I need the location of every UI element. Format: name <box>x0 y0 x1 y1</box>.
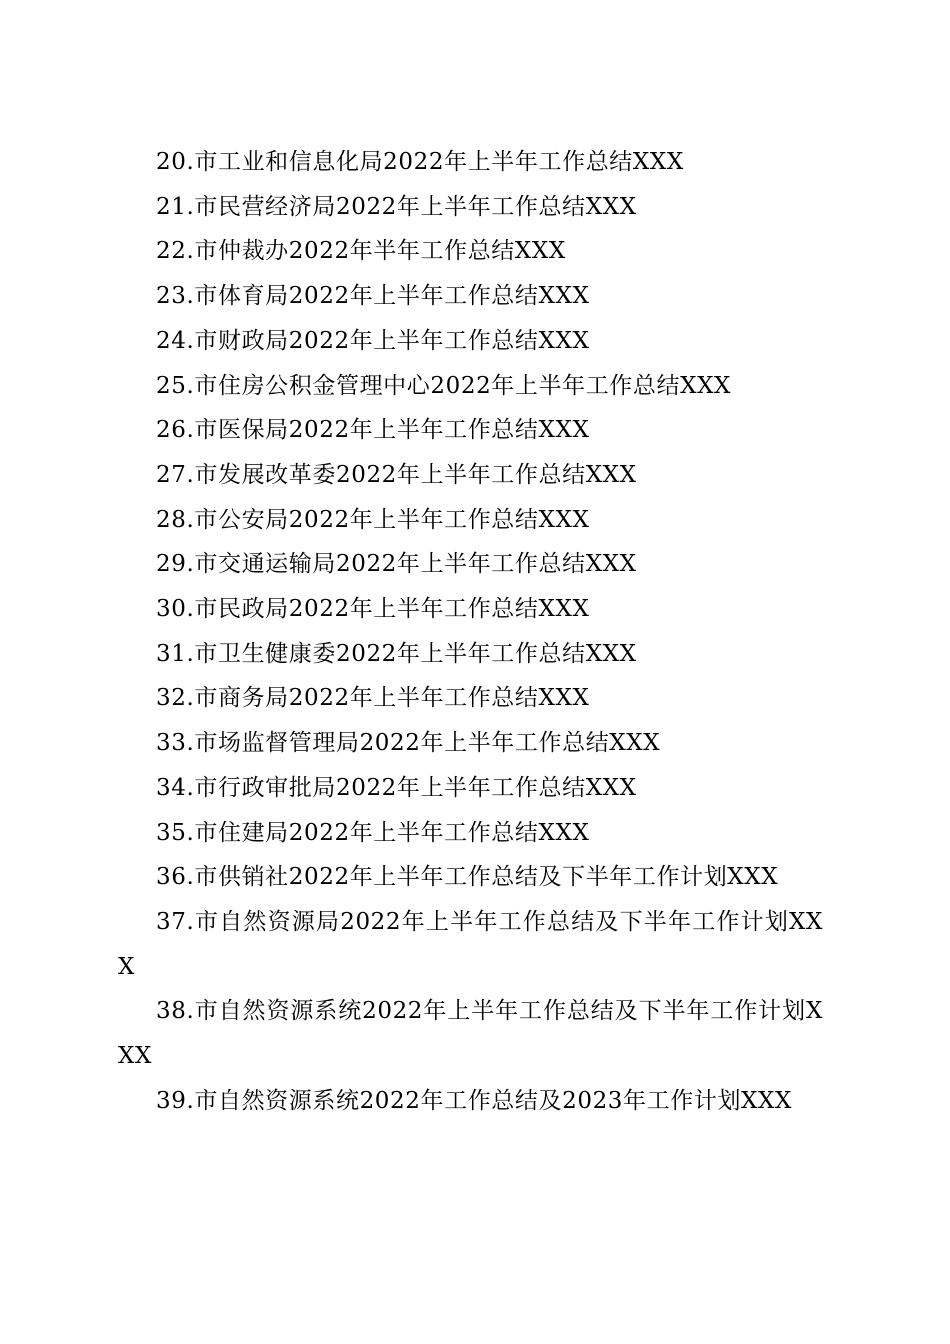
list-item: 35.市住建局2022年上半年工作总结XXX <box>156 819 590 846</box>
list-item: 36.市供销社2022年上半年工作总结及下半年工作计划XXX <box>156 864 779 891</box>
list-item: 21.市民营经济局2022年上半年工作总结XXX <box>156 193 637 220</box>
list-item: 28.市公安局2022年上半年工作总结XXX <box>156 506 590 533</box>
list-item: 25.市住房公积金管理中心2022年上半年工作总结XXX <box>156 372 732 399</box>
list-item: 20.市工业和信息化局2022年上半年工作总结XXX <box>156 149 684 175</box>
list-item: 29.市交通运输局2022年上半年工作总结XXX <box>156 551 637 578</box>
list-item: 22.市仲裁办2022年半年工作总结XXX <box>156 238 566 265</box>
list-item: 38.市自然资源系统2022年上半年工作总结及下半年工作计划XXX <box>118 998 823 1070</box>
list-item: 32.市商务局2022年上半年工作总结XXX <box>156 685 590 712</box>
list-item: 27.市发展改革委2022年上半年工作总结XXX <box>156 461 637 488</box>
list-item: 24.市财政局2022年上半年工作总结XXX <box>156 327 590 354</box>
list-item: 33.市场监督管理局2022年上半年工作总结XXX <box>156 730 661 757</box>
list-item: 31.市卫生健康委2022年上半年工作总结XXX <box>156 640 637 667</box>
list-item: 26.市医保局2022年上半年工作总结XXX <box>156 417 590 444</box>
list-item: 39.市自然资源系统2022年工作总结及2023年工作计划XXX <box>156 1087 792 1114</box>
list-item: 30.市民政局2022年上半年工作总结XXX <box>156 596 590 623</box>
list-item: 34.市行政审批局2022年上半年工作总结XXX <box>156 774 637 801</box>
document-list <box>118 140 823 1123</box>
list-item: 37.市自然资源局2022年上半年工作总结及下半年工作计划XXX <box>118 908 823 980</box>
list-item: 23.市体育局2022年上半年工作总结XXX <box>156 283 590 310</box>
